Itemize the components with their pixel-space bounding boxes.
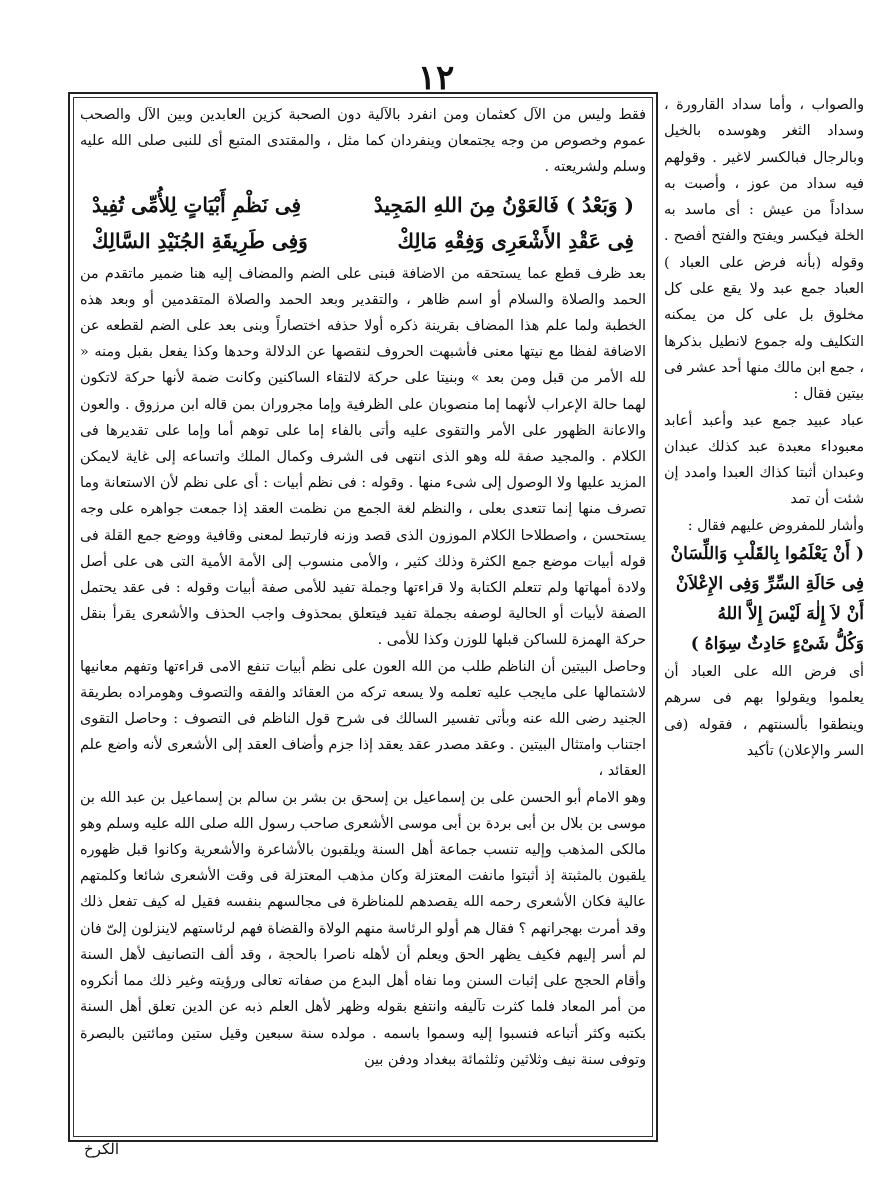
verse-2-first-hemistich: فِى عَقْدِ الأَشْعَرِى وَفِقْهِ مَالِكْ (397, 228, 634, 253)
summary-paragraph: وحاصل البيتين أن الناظم طلب من الله العون على نظم أبيات تنفع الامى قراءتها وتفهم معانيها لاشتمالها على مايجب عليه تعلمه ولا يسعه تركه من العقائد والفقه والتصوف وهومراده بطريقة الجنيد رضى الله عنه وبأتى تفسير السالك فى شرح قول الناظم فى التصوف : وحاصل التقوى اجتناب وامتثال البيتين . وعقد مصدر عقد يعقد إذا جزم وأضاف العقد إلى الأشعرى لأنه واضع علم العقائد ، (80, 658, 646, 780)
main-text (80, 102, 646, 1132)
margin-paragraph-2: وأشار للمفروض عليهم فقال : (687, 517, 864, 534)
catchword: الكرخ (84, 1140, 119, 1158)
commentary-paragraph: بعد ظرف قطع عما يستحقه من الاضافة فبنى على الضم والمضاف إليه هنا ضمير ماتقدم من الحمد والصلاة والسلام أو اسم ظاهر ، والتقدير وبعد الحمد والصلاة المتقدمين أو وبعد هذه الخطبة ولما علم هذا المضاف بقرينة ذكره أولا حذفه اختصاراً وبنى بعد على الضم لقطعه عن الاضافة لفظا مع نيتها معنى فأشبهت الحروف لنقصها عن الدلالة وحدها وكذا يفعل بقبل ومنه « لله الأمر من قبل ومن بعد » وبنيتا على حركة لالتقاء الساكنين وكانت ضمة لأنها حركة لاتكون لهما حالة الإعراب لأنهما إما منصوبان على الظرفية وإما مجروران بمن قاله ابن مرزوق . والعون والاعانة الظهور على الأمر والتقوى عليه وأتى بالفاء إما على توهم أما وإما على تقديرها فى الكلام . والمجيد صفة لله وهو الذى انتهى فى الشرف وكمال الملك واتساعه إلى غاية لايمكن المزيد عليها ولا الوصول إلى شىء منها . وقوله : فى نظم أبيات : أى على نظم لأن الاستعانة وما تصرف منها إنما تتعدى بعلى ، والنظم لغة الجمع من نظمت العقد إذا جمعت جواهره على وجه يستحسن ، واصطلاحا الكلام الموزون الذى قصد وزنه فارتبط لمعنى وقافية ووضع جمع القلة فى قوله أبيات موضع جمع الكثرة وذلك كثير ، والأمى منسوب إلى الأمة الأمية التى هى على أصل ولادة أمهاتها ولم تتعلم الكتابة ولا قراءتها وجملة تفيد للأمى صفة أبيات وقوله : فى عقد يحتمل الصفة لأبيات أو الحالية لوصفه بجملة تفيد فيتعلق بمحذوف واجب الحذف والأشعرى يقرأ بنقل حركة الهمزة للساكن قبلها للوزن وكذا للأمى . (80, 265, 646, 649)
margin-poem: عباد عبيد جمع عبد وأعبد أعابد معبوداء معبدة عبد كذلك عبدان وعبدان أثبتا كذاك العبدا وامدد إن شئت أن تمد (664, 412, 864, 508)
main-text-frame (68, 92, 658, 1142)
margin-commentary (664, 92, 864, 1142)
verse-1-second-hemistich: فِى نَظْمِ أَبْيَاتٍ لِلأُمِّى تُفِيدْ (92, 192, 302, 217)
intro-paragraph: فقط وليس من الآل كعثمان ومن انفرد بالآلية دون الصحبة كزين العابدين وبين الآل والصحب عموم وخصوص من وجه يجتمعان وينفردان كما مثل ، والمقتدى المتبع أى للنبى صلى الله عليه وسلم ولشريعته . (80, 107, 646, 176)
page-number: ١٢ (417, 58, 455, 98)
margin-verse-d: وَكُلُّ شَىْءٍ حَادِثٌ سِوَاهُ ) (690, 634, 864, 655)
margin-verse-c: أَنْ لاَ إِلٰهَ لَيْسَ إِلاَّ اللهُ (717, 604, 864, 625)
biography-paragraph: وهو الامام أبو الحسن على بن إسماعيل بن إسحق بن بشر بن سالم بن إسماعيل بن عبد الله بن موسى بن بلال بن أبى بردة بن أبى موسى الأشعرى صاحب رسول الله صلى الله عليه وسلم وهو مالكى المذهب وإليه تنسب جماعة أهل السنة ويلقبون بالأشاعرة والأشعرية وكانوا قبل ظهوره يلقبون بالمثبتة إذ أثبتوا مانفت المعتزلة وكان مذهب المعتزلة فى وقت الأشعرى شائعا وكلمتهم عالية فكان الأشعرى رحمه الله يقصدهم للمناظرة فى مجالسهم بنفسه فقيل له كيف تفعل ذلك وقد أمرت بهجرانهم ؟ فقال هم أولو الرئاسة منهم الولاة والقضاة فهم لرئاستهم لاينزلون إلىّ فان لم أسر إليهم فكيف يظهر الحق ويعلم أن لأهله ناصرا بالحجة ، وقد ألف التصانيف لأهل السنة وأقام الحجج على إثبات السنن وما نفاه أهل البدع من صفاته تعالى ورؤيته وغير ذلك مما أنكروه من أمر المعاد فلما كثرت تآليفه وانتفع بقوله وظهر لأهل العلم ذبه عن الدين تعلق أهل السنة بكتبه وكثر أتباعه فنسبوا إليه وسموا باسمه . مولده سنة سبعين وقيل ستين ومائتين بالبصرة وتوفى سنة نيف وثلاثين وثلثمائة ببغداد ودفن بين (80, 789, 646, 1068)
margin-verse-b: فِى حَالَةِ السِّرِّ وَفِى الإِعْلاَنْ (675, 574, 864, 595)
margin-paragraph-1: والصواب ، وأما سداد القارورة ، وسداد الثغر وهوسده بالخيل وبالرجال فبالكسر لاغير . وقولهم فيه سداد من عوز ، وأصبت به سداداً من عيش : أى ماسد به الخلة فيكسر ويفتح والفتح أفصح . وقوله (بأنه فرض على العباد ) العباد جمع عبد ولا يقع على كل مخلوق بل على كل من يمكنه التكليف وله جموع لانطيل بذكرها ، جمع ابن مالك منها أحد عشر فى بيتين فقال : (664, 97, 864, 403)
verse-block (80, 187, 646, 259)
margin-paragraph-3: أى فرض الله على العباد أن يعلموا ويقولوا بهم فى سرهم وينطقوا بألسنتهم ، فقوله (فى السر والإعلان) تأكيد (664, 664, 864, 759)
verse-line-2 (80, 223, 646, 259)
verse-2-second-hemistich: وَفِى طَرِيقَةِ الجُنَيْدِ السَّالِكْ (92, 228, 308, 253)
verse-1-first-hemistich: ( وَبَعْدُ ) فَالعَوْنُ مِنَ اللهِ المَجِيدْ (373, 192, 634, 217)
margin-verse-a: ( أَنْ يَعْلَمُوا بِالقَلْبِ وَاللِّسَانْ (670, 544, 864, 565)
verse-line-1 (80, 187, 646, 223)
